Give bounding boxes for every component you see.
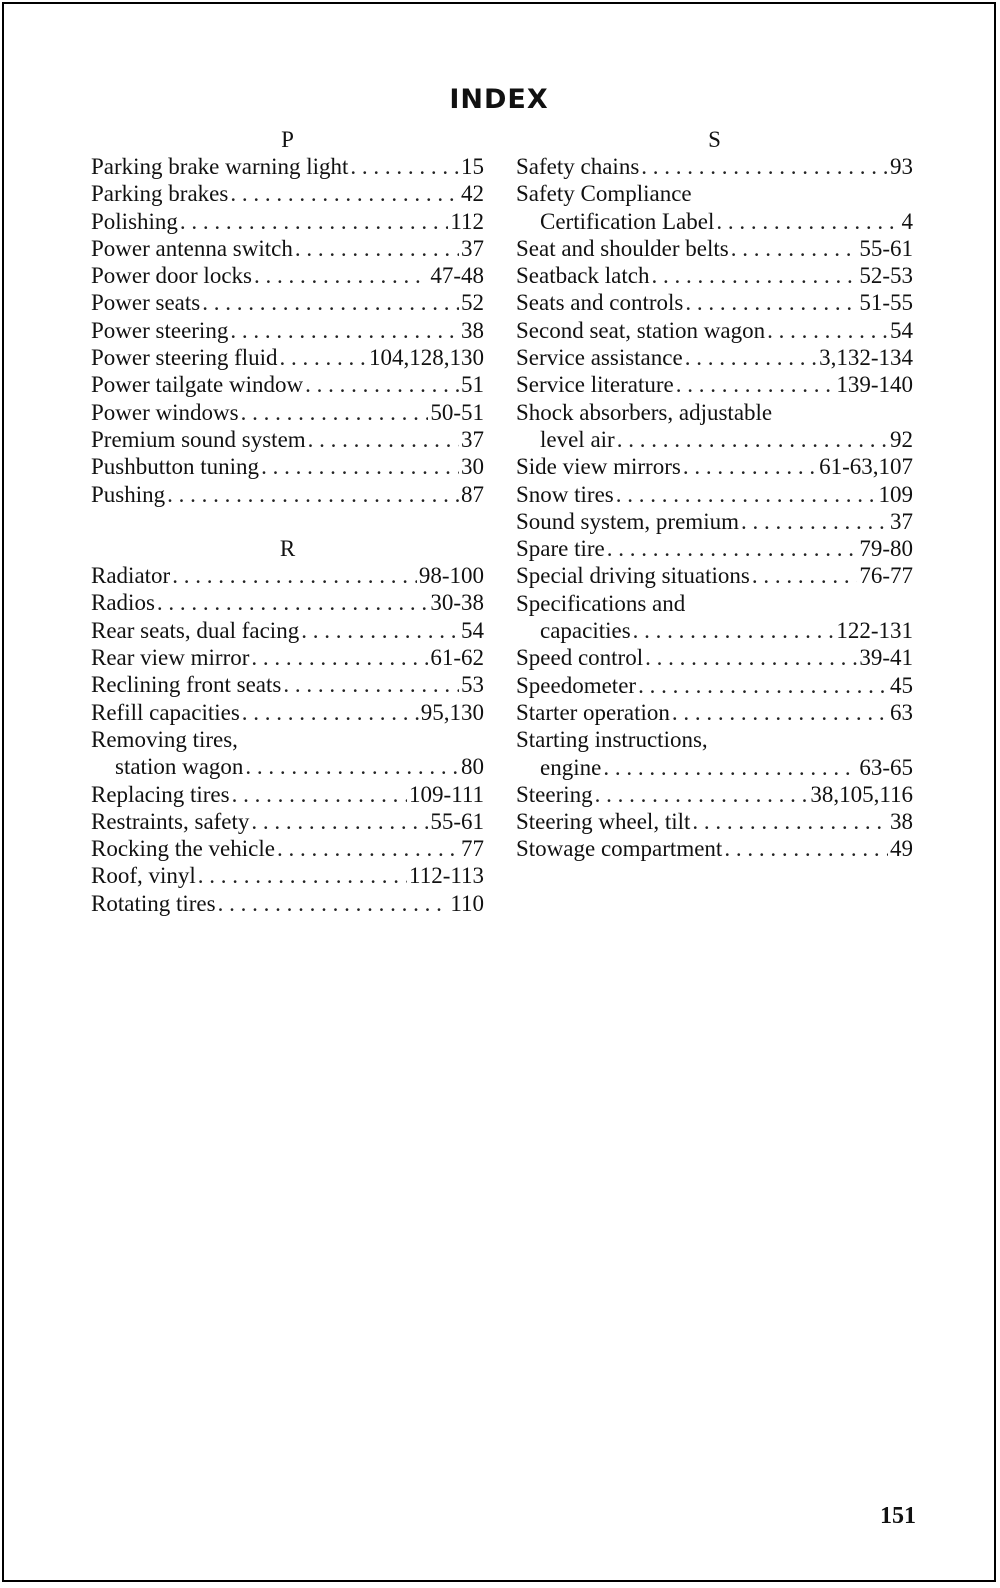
index-entry-pages: 30: [461, 454, 484, 480]
dot-leader: [180, 208, 448, 235]
index-entry-pages: 55-61: [430, 808, 484, 834]
index-entry-pages: 54: [890, 317, 913, 343]
section-p-entries: [91, 153, 484, 508]
index-entry: [516, 781, 913, 808]
index-entry-term: Snow tires: [516, 481, 614, 507]
index-entry-pages: 55-61: [859, 235, 913, 261]
index-entry-pages: 37: [461, 426, 484, 452]
section-s-entries: [516, 153, 913, 863]
index-entry-pages: 109: [878, 481, 913, 507]
index-entry-term: Radios: [91, 590, 155, 616]
index-entry-pages: 63-65: [859, 754, 913, 780]
index-entry: [516, 835, 913, 862]
section-letter-p: P: [281, 127, 294, 152]
index-entry: [516, 453, 913, 480]
dot-leader: [295, 235, 459, 262]
index-entry-term: Parking brake warning light: [91, 154, 349, 179]
index-entry-pages: 52-53: [859, 263, 913, 289]
dot-leader: [603, 754, 857, 781]
index-entry: [91, 481, 484, 508]
dot-leader: [692, 808, 888, 835]
index-entry: [516, 208, 913, 235]
index-entry: [516, 562, 913, 589]
left-column: [91, 126, 484, 917]
dot-leader: [254, 262, 428, 289]
index-entry-term: Power windows: [91, 399, 239, 425]
page-number: 151: [880, 1503, 916, 1529]
index-entry-pages: 50-51: [430, 399, 484, 425]
dot-leader: [251, 808, 428, 835]
dot-leader: [617, 426, 888, 453]
index-entry-term: station wagon: [115, 754, 244, 780]
index-entry-pages: 37: [890, 508, 913, 534]
index-entry-pages: 80: [461, 754, 484, 780]
index-entry: [91, 781, 484, 808]
dot-leader: [607, 535, 858, 562]
dot-leader: [676, 371, 835, 398]
index-entry-pages: 45: [890, 672, 913, 698]
index-entry: [91, 562, 484, 589]
index-entry: [91, 399, 484, 426]
dot-leader: [167, 481, 459, 508]
index-entry-pages: 98-100: [418, 563, 484, 589]
index-entry-pages: 38,105,116: [810, 781, 913, 807]
index-entry: [91, 671, 484, 698]
index-entry: [516, 289, 913, 316]
index-entry: [91, 753, 484, 780]
index-entry-term: Seat and shoulder belts: [516, 235, 729, 261]
section-letter-r: R: [279, 536, 296, 562]
dot-leader: [157, 589, 428, 616]
index-entry-term: Speedometer: [516, 672, 637, 698]
index-entry-term: Steering wheel, tilt: [516, 809, 691, 835]
index-entry-term: Steering: [516, 781, 593, 807]
index-entry-pages: 15: [461, 154, 484, 179]
dot-leader: [232, 781, 407, 808]
page-title: INDEX: [449, 84, 549, 115]
index-entry: [91, 180, 484, 207]
dot-leader: [685, 344, 817, 371]
index-entry: [91, 453, 484, 480]
index-entry-pages: 30-38: [430, 590, 484, 616]
index-entry-pages: 104,128,130: [369, 345, 484, 371]
dot-leader: [731, 235, 858, 262]
dot-leader: [242, 699, 419, 726]
index-entry-term: Safety chains: [516, 154, 640, 179]
index-entry-term: Radiator: [91, 563, 171, 589]
index-entry-term: Safety Compliance: [516, 181, 692, 207]
index-entry-pages: 109-111: [409, 781, 484, 807]
index-entry-pages: 122-131: [836, 618, 913, 644]
index-entry-pages: 54: [461, 617, 484, 643]
dot-leader: [595, 781, 809, 808]
dot-leader: [641, 153, 888, 180]
index-entry: [516, 317, 913, 344]
index-entry: [91, 208, 484, 235]
dot-leader: [218, 890, 449, 917]
index-entry-pages: 110: [450, 890, 484, 916]
index-page: [2, 2, 996, 1582]
index-entry-term: Starter operation: [516, 699, 670, 725]
index-entry-pages: 79-80: [859, 536, 913, 562]
section-letter-s: S: [708, 127, 721, 152]
index-entry-term: Side view mirrors: [516, 454, 681, 480]
index-entry-term: Rotating tires: [91, 890, 216, 916]
index-entry-pages: 39-41: [859, 645, 913, 671]
index-entry-pages: 87: [461, 481, 484, 507]
index-entry-term: Seats and controls: [516, 290, 684, 316]
index-entry-term: Special driving situations: [516, 563, 750, 589]
index-entry: [516, 754, 913, 781]
index-entry-term: Rear seats, dual facing: [91, 617, 300, 643]
index-entry-term: Certification Label: [540, 208, 715, 234]
index-entry-pages: 95,130: [420, 699, 484, 725]
index-entry: [516, 235, 913, 262]
index-entry-term: Stowage compartment: [516, 836, 723, 862]
index-entry: [91, 235, 484, 262]
index-entry-term: Spare tire: [516, 536, 605, 562]
index-entry-pages: 37: [461, 235, 484, 261]
index-entry-pages: 42: [461, 181, 484, 207]
index-entry: [91, 153, 484, 180]
index-entry-pages: 51: [461, 372, 484, 398]
dot-leader: [685, 289, 857, 316]
index-entry-term: Starting instructions,: [516, 727, 708, 753]
index-entry-term: Power steering fluid: [91, 345, 278, 371]
index-entry: [91, 317, 484, 344]
index-entry-term: capacities: [540, 618, 631, 644]
index-entry-term: Rocking the vehicle: [91, 836, 275, 862]
dot-leader: [280, 344, 367, 371]
right-column: [516, 126, 913, 863]
dot-leader: [241, 399, 429, 426]
index-entry-term: Second seat, station wagon: [516, 317, 766, 343]
index-entry-term: Reclining front seats: [91, 672, 282, 698]
index-entry-pages: 61-63,107: [819, 454, 913, 480]
index-entry-pages: 76-77: [859, 563, 913, 589]
index-entry: [91, 589, 484, 616]
index-entry: [516, 808, 913, 835]
dot-leader: [277, 835, 459, 862]
index-entry: [91, 890, 484, 917]
dot-leader: [638, 672, 888, 699]
index-entry-pages: 49: [890, 836, 913, 862]
index-entry: [91, 262, 484, 289]
index-entry-term: Replacing tires: [91, 781, 230, 807]
dot-leader: [683, 453, 817, 480]
index-entry: [516, 426, 913, 453]
index-entry-term: Restraints, safety: [91, 808, 250, 834]
dot-leader: [230, 317, 459, 344]
dot-leader: [724, 835, 888, 862]
index-entry: [91, 617, 484, 644]
dot-leader: [305, 371, 459, 398]
index-entry-term: Pushing: [91, 481, 166, 507]
dot-leader: [651, 262, 857, 289]
dot-leader: [645, 644, 857, 671]
dot-leader: [741, 508, 888, 535]
dot-leader: [752, 562, 858, 589]
index-entry: [91, 862, 484, 889]
index-entry-pages: 51-55: [859, 290, 913, 316]
index-entry: [91, 699, 484, 726]
index-entry: [516, 344, 913, 371]
index-entry-term: Pushbutton tuning: [91, 454, 260, 480]
index-entry-term: Premium sound system: [91, 426, 306, 452]
index-entry-term: Service assistance: [516, 345, 683, 371]
dot-leader: [767, 317, 888, 344]
section-r-entries: [91, 562, 484, 917]
index-entry: [91, 426, 484, 453]
dot-leader: [172, 562, 417, 589]
index-entry-pages: 93: [890, 154, 913, 179]
index-entry: [516, 644, 913, 671]
index-entry: [516, 672, 913, 699]
section-gap: [91, 508, 484, 535]
dot-leader: [251, 644, 428, 671]
index-entry-term: Refill capacities: [91, 699, 240, 725]
index-entry-pages: 52: [461, 290, 484, 316]
dot-leader: [633, 617, 835, 644]
index-entry: [91, 644, 484, 671]
index-entry-term: Service literature: [516, 372, 674, 398]
index-entry-term: Power seats: [91, 290, 201, 316]
index-entry-pages: 61-62: [430, 645, 484, 671]
index-entry-pages: 77: [461, 836, 484, 862]
index-entry: [516, 617, 913, 644]
index-entry-pages: 112: [450, 208, 484, 234]
index-entry: [516, 262, 913, 289]
index-entry-term: Power tailgate window: [91, 372, 304, 398]
index-entry-pages: 3,132-134: [819, 345, 913, 371]
index-entry-term: Power antenna switch: [91, 235, 293, 261]
index-entry-pages: 4: [901, 208, 913, 234]
dot-leader: [301, 617, 459, 644]
index-entry-term: Specifications and: [516, 590, 686, 616]
dot-leader: [230, 180, 459, 207]
index-entry-term: Roof, vinyl: [91, 863, 196, 889]
dot-leader: [202, 289, 459, 316]
dot-leader: [245, 753, 459, 780]
index-entry-pages: 63: [890, 699, 913, 725]
index-entry-pages: 38: [890, 809, 913, 835]
index-entry: [91, 371, 484, 398]
index-entry: [516, 481, 913, 508]
dot-leader: [716, 208, 899, 235]
index-entry: [91, 808, 484, 835]
index-entry: [516, 699, 913, 726]
index-entry-pages: 53: [461, 672, 484, 698]
dot-leader: [198, 862, 407, 889]
index-entry: [91, 344, 484, 371]
dot-leader: [350, 153, 459, 180]
index-entry-term: Seatback latch: [516, 263, 650, 289]
dot-leader: [261, 453, 459, 480]
dot-leader: [672, 699, 888, 726]
index-entry: [91, 289, 484, 316]
index-entry-pages: 38: [461, 317, 484, 343]
index-entry-pages: 47-48: [430, 263, 484, 289]
index-entry: [91, 835, 484, 862]
index-entry-term: Parking brakes: [91, 181, 229, 207]
index-entry-term: Shock absorbers, adjustable: [516, 399, 773, 425]
index-entry-term: Power door locks: [91, 263, 252, 289]
index-entry: [516, 153, 913, 180]
dot-leader: [308, 426, 459, 453]
dot-leader: [283, 671, 459, 698]
index-entry: [516, 371, 913, 398]
index-entry-term: Power steering: [91, 317, 229, 343]
index-entry-term: Sound system, premium: [516, 508, 739, 534]
index-entry-term: Removing tires,: [91, 726, 238, 752]
index-entry-pages: 139-140: [836, 372, 913, 398]
index-entry-term: level air: [540, 426, 615, 452]
index-entry-pages: 112-113: [409, 863, 484, 889]
index-entry-term: Polishing: [91, 208, 178, 234]
index-entry-term: Speed control: [516, 645, 644, 671]
index-entry-term: Rear view mirror: [91, 645, 250, 671]
dot-leader: [616, 481, 877, 508]
index-entry-pages: 92: [890, 426, 913, 452]
index-entry: [516, 535, 913, 562]
index-entry-term: engine: [540, 754, 602, 780]
index-entry: [516, 508, 913, 535]
